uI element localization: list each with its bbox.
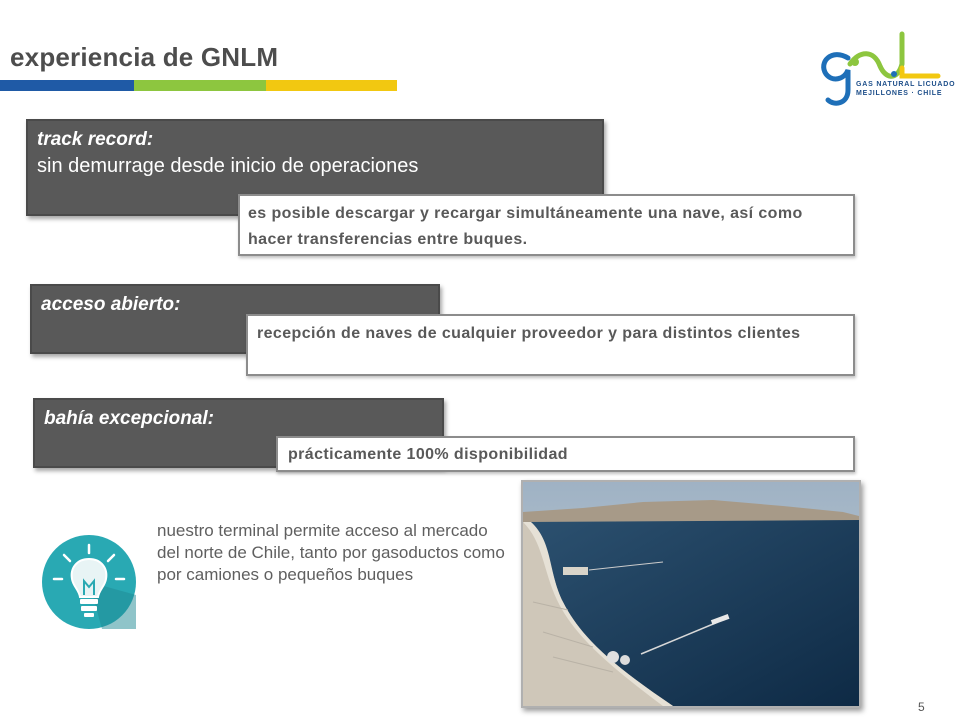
logo-caption bbox=[856, 80, 955, 98]
track-record-heading: track record: bbox=[37, 129, 154, 150]
lightbulb-icon bbox=[42, 535, 136, 629]
exceptional-bay-detail-box bbox=[276, 436, 855, 472]
accent-bar-blue bbox=[0, 80, 134, 91]
track-record-detail-box bbox=[238, 194, 855, 256]
logo-line-2: MEJILLONES · CHILE bbox=[856, 90, 943, 97]
slide-title: experiencia de GNLM bbox=[10, 42, 279, 72]
exceptional-bay-heading: bahía excepcional: bbox=[44, 408, 215, 429]
open-access-detail: recepción de naves de cualquier proveedor y para distintos clientes bbox=[257, 325, 801, 342]
open-access-heading: acceso abierto: bbox=[41, 294, 181, 315]
accent-bar-green bbox=[134, 80, 266, 91]
track-record-detail: es posible descargar y recargar simultáneamente una nave, así como hacer transferencias entre buques. bbox=[248, 205, 803, 248]
open-access-detail-box bbox=[246, 314, 855, 376]
accent-bar-yellow bbox=[266, 80, 397, 91]
bay-aerial-photo bbox=[521, 480, 861, 708]
terminal-note: nuestro terminal permite acceso al mercado del norte de Chile, tanto por gasoductos como por camiones o pequeños buques bbox=[157, 521, 505, 584]
page-number: 5 bbox=[918, 700, 925, 714]
bay-photo-illustration bbox=[523, 482, 859, 706]
track-record-subheading: sin demurrage desde inicio de operaciones bbox=[37, 155, 419, 177]
exceptional-bay-detail: prácticamente 100% disponibilidad bbox=[288, 446, 568, 463]
gnl-logo-icon bbox=[810, 20, 950, 120]
logo-line-1: GAS NATURAL LICUADO bbox=[856, 81, 956, 88]
